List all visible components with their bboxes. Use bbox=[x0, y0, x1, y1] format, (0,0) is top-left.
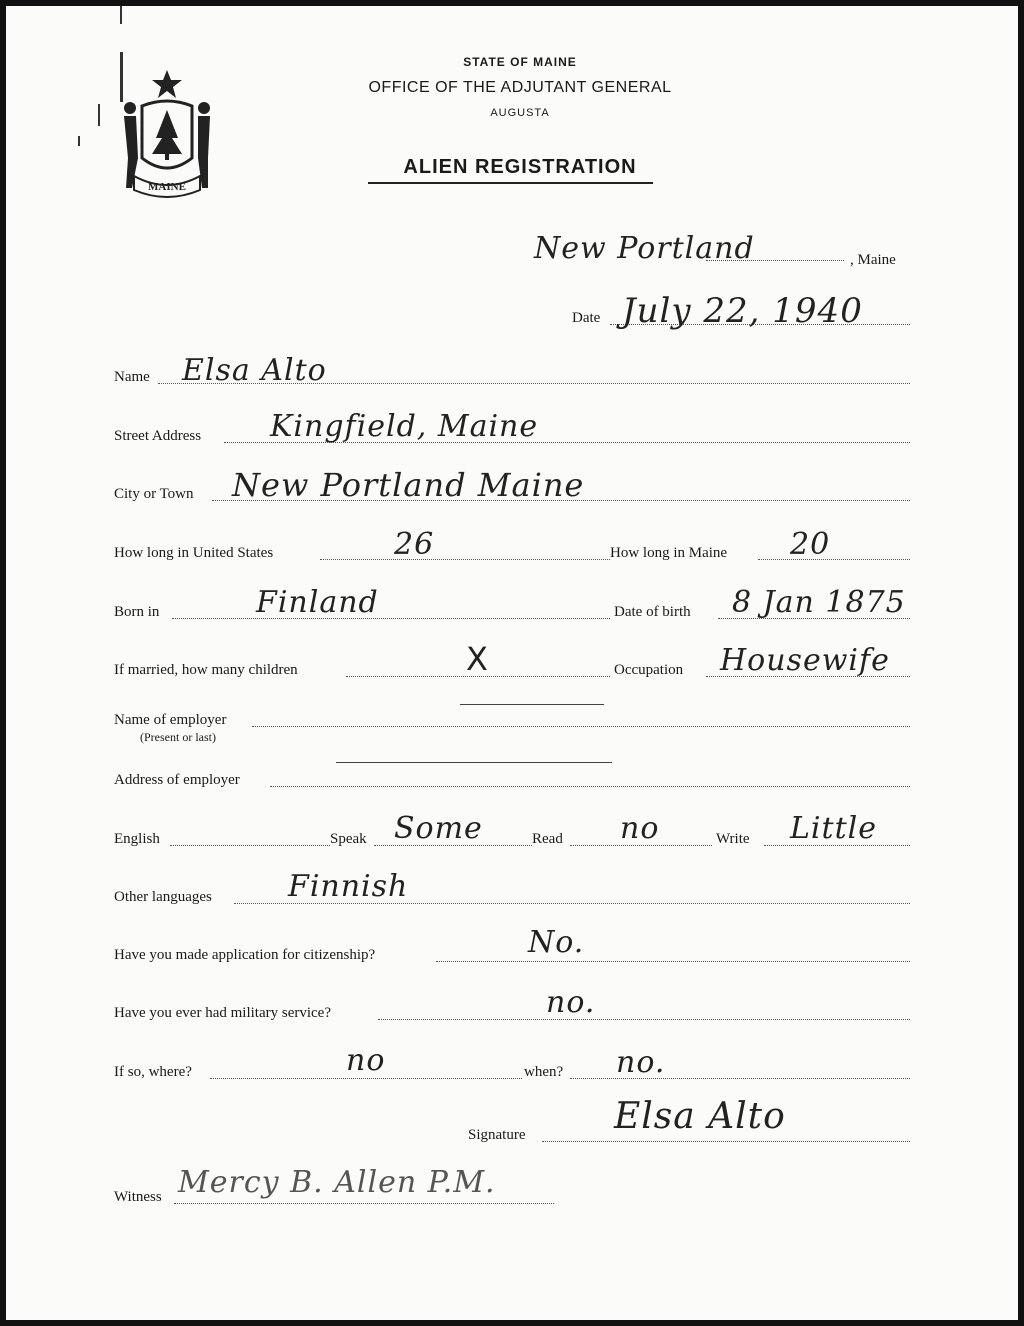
place-label: , Maine bbox=[850, 252, 896, 268]
header-city: AUGUSTA bbox=[490, 107, 550, 119]
street-address-value: Kingfield, Maine bbox=[270, 409, 539, 444]
read-label: Read bbox=[532, 831, 563, 847]
header-office: OFFICE OF THE ADJUTANT GENERAL bbox=[368, 79, 672, 96]
when-value: no. bbox=[616, 1045, 666, 1080]
employer-name-label: Name of employer bbox=[114, 712, 227, 728]
read-value: no bbox=[620, 811, 660, 846]
born-in-label: Born in bbox=[114, 604, 160, 620]
occupation-label: Occupation bbox=[614, 662, 684, 678]
years-maine-value: 20 bbox=[790, 527, 831, 562]
margin-mark bbox=[78, 136, 80, 146]
dob-label: Date of birth bbox=[614, 604, 691, 620]
employer-address-line bbox=[270, 786, 910, 787]
citizenship-value: No. bbox=[528, 925, 585, 960]
where-value: no bbox=[346, 1043, 386, 1078]
witness-value: Mercy B. Allen P.M. bbox=[178, 1165, 496, 1200]
date-label: Date bbox=[572, 310, 601, 326]
name-label: Name bbox=[114, 369, 150, 385]
english-line bbox=[170, 845, 330, 846]
speak-value: Some bbox=[394, 811, 483, 846]
where-label: If so, where? bbox=[114, 1064, 192, 1080]
born-in-value: Finland bbox=[256, 585, 379, 620]
military-label: Have you ever had military service? bbox=[114, 1005, 331, 1021]
other-languages-label: Other languages bbox=[114, 889, 212, 905]
title-underline bbox=[368, 182, 653, 184]
signature-value: Elsa Alto bbox=[614, 1096, 786, 1137]
employer-name-line bbox=[252, 726, 910, 727]
write-label: Write bbox=[716, 831, 750, 847]
city-value: New Portland Maine bbox=[232, 466, 585, 504]
where-line bbox=[210, 1078, 522, 1079]
header-state: STATE OF MAINE bbox=[463, 55, 577, 69]
margin-mark bbox=[120, 6, 122, 24]
years-maine-label: How long in Maine bbox=[610, 545, 728, 561]
english-label: English bbox=[114, 831, 160, 847]
signature-line bbox=[542, 1141, 910, 1142]
city-label: City or Town bbox=[114, 486, 194, 502]
form-page bbox=[6, 6, 1018, 1320]
place-value: New Portland bbox=[534, 231, 755, 266]
form-title: ALIEN REGISTRATION bbox=[403, 156, 637, 178]
military-value: no. bbox=[546, 985, 596, 1020]
signature-label: Signature bbox=[468, 1127, 526, 1143]
dob-value: 8 Jan 1875 bbox=[732, 585, 906, 620]
years-us-label: How long in United States bbox=[114, 545, 274, 561]
years-maine-line bbox=[758, 559, 910, 560]
children-label: If married, how many children bbox=[114, 662, 298, 678]
write-value: Little bbox=[790, 811, 877, 846]
military-line bbox=[378, 1019, 910, 1020]
employer-name-dash bbox=[460, 704, 604, 705]
employer-name-sublabel: (Present or last) bbox=[140, 730, 216, 744]
witness-label: Witness bbox=[114, 1189, 162, 1205]
citizenship-line bbox=[436, 961, 910, 962]
name-value: Elsa Alto bbox=[182, 353, 327, 388]
street-address-label: Street Address bbox=[114, 428, 202, 444]
employer-address-dash bbox=[336, 762, 612, 763]
born-in-line bbox=[172, 618, 610, 619]
citizenship-label: Have you made application for citizenship? bbox=[114, 947, 376, 963]
employer-address-label: Address of employer bbox=[114, 772, 240, 788]
speak-label: Speak bbox=[330, 831, 367, 847]
when-label: when? bbox=[524, 1064, 564, 1080]
occupation-value: Housewife bbox=[720, 643, 890, 678]
years-us-line bbox=[320, 559, 610, 560]
years-us-value: 26 bbox=[394, 527, 435, 562]
children-value: X bbox=[466, 640, 489, 678]
seal-banner-text: MAINE bbox=[148, 181, 186, 193]
witness-line bbox=[174, 1203, 554, 1204]
other-languages-value: Finnish bbox=[288, 869, 409, 904]
date-value: July 22, 1940 bbox=[622, 291, 863, 331]
